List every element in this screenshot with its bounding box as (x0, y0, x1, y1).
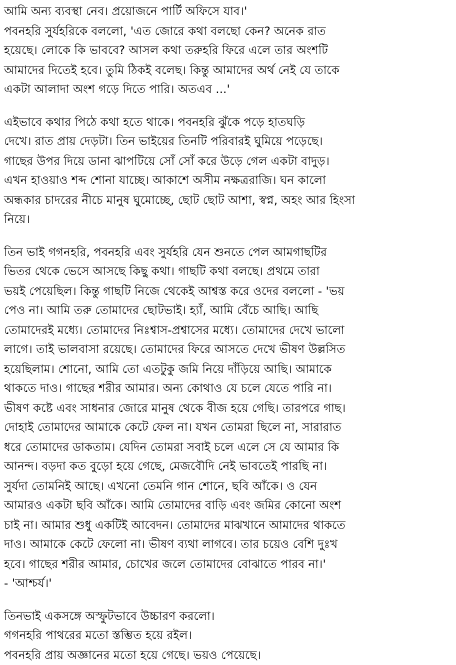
text-line: এখন হাওয়াও শব্দ শোনা যাচ্ছে। আকাশে অসীম নক্ষত্ররাজি। ঘন কালো (4, 171, 452, 191)
text-line: দেখে। রাত প্রায় দেড়টা। তিন ভাইয়ের তিনটি পরিবারই ঘুমিয়ে পড়েছে। (4, 132, 452, 152)
paragraph-3 (4, 243, 452, 594)
text-line: আনন্দ। বড়দা কত বুড়ো হয়ে গেছে, মেজবৌদি নেই ভাবতেই পারছি না। (4, 457, 452, 477)
text-line: এইভাবে কথার পিঠে কথা হতে থাকে। পবনহরি ঝুঁকে পড়ে হাতঘড়ি (4, 113, 452, 133)
paragraph-4 (4, 607, 452, 665)
text-line: হয়েছে। লোকে কি ভাববে? আসল কথা তরুহরি ফিরে এলে তার অংশটি (4, 41, 452, 61)
text-line: তিনভাই একসঙ্গে অস্ফুটভাবে উচ্চারণ করলো। (4, 607, 452, 627)
text-line: দোহাই তোমাদের আমাকে কেটে ফেল না। যখন তোমরা ছিলে না, সারারাত (4, 418, 452, 438)
text-line: আমাদের দিতেই হবে। তুমি ঠিকই বলেছ। কিন্তু আমাদের অর্থ নেই যে তাকে (4, 61, 452, 81)
text-line: হবে। গাছের শরীর আমার, চোখের জলে তোমাদের বোঝাতে পারব না।' (4, 555, 452, 575)
text-line: নিয়ে। (4, 210, 452, 230)
text-line: আমি অন্য ব্যবস্থা নেব। প্রয়োজনে পার্টি অফিসে যাব।' (4, 2, 452, 22)
paragraph-1 (4, 2, 452, 100)
text-line: দাও। আমাকে কেটে ফেলো না। ভীষণ ব্যথা লাগবে। তার চয়েও বেশি দুঃখ (4, 535, 452, 555)
text-line: সুর্যদা তোমনিই আছে। এখনো তেমনি গান শোনে, ছবি আঁকে। ও যেন (4, 477, 452, 497)
text-line: থাকতে দাও। গাছের শরীর আমার। অন্য কোথাও যে চলে যেতে পারি না। (4, 379, 452, 399)
text-line: ধরে তোমাদের ডাকতাম। যেদিন তোমরা সবাই চলে এলে সে যে আমার কি (4, 438, 452, 458)
text-line: একটা আলাদা অংশ গড়ে দিতে পারি। অতএব ...' (4, 80, 452, 100)
text-line: - 'আশ্চর্য।' (4, 574, 452, 594)
text-line: গগনহরি পাথরের মতো স্তম্ভিত হয়ে রইল। (4, 626, 452, 646)
text-line: গাছের উপর দিয়ে ডানা ঝাপটিয়ে সোঁ সোঁ করে উড়ে গেল একটা বাদুড়। (4, 152, 452, 172)
paragraph-2 (4, 113, 452, 230)
text-line: ভীষণ কষ্টে এবং সাধনার জোরে মানুষ থেকে বীজ হয়ে গেছি। তারপরে গাছ। (4, 399, 452, 419)
text-line: পেও না। আমি তরু তোমাদের ছোটভাই। হ্যাঁ, আমি বেঁচে আছি। আছি (4, 301, 452, 321)
text-line: আমারও একটা ছবি আঁকে। আমি তোমাদের বাড়ি এবং জমির কোনো অংশ (4, 496, 452, 516)
text-line: পবনহরি প্রায় অজ্ঞানের মতো হয়ে গেছে। ভয়ও পেয়েছে। (4, 646, 452, 665)
text-line: পবনহরি সুর্যহরিকে বললো, 'এত জোরে কথা বলছো কেন? অনেক রাত (4, 22, 452, 42)
text-line: ভয়ই পেয়েছিল। কিন্তু গাছটি নিজে থেকেই আশ্বস্ত করে ওদের বললো - 'ভয় (4, 282, 452, 302)
text-line: তোমাদেরই মধ্যে। তোমাদের নিঃশ্বাস-প্রশ্বাসের মধ্যে। তোমাদের দেখে ভালো (4, 321, 452, 341)
text-line: ভিতর থেকে ভেসে আসছে কিছু কথা। গাছটি কথা বলছে। প্রথমে তারা (4, 262, 452, 282)
text-line: চাই না। আমার শুধু একটিই আবেদন। তোমাদের মাঝখানে আমাদের থাকতে (4, 516, 452, 536)
text-line: লাগে। তাই ভালবাসা রয়েছে। তোমাদের ফিরে আসতে দেখে ভীষণ উল্লসিত (4, 340, 452, 360)
text-line: হয়েছিলাম। শোনো, আমি তো এতটুকু জমি নিয়ে দাঁড়িয়ে আছি। আমাকে (4, 360, 452, 380)
text-line: তিন ভাই গগনহরি, পবনহরি এবং সুর্যহরি যেন শুনতে পেল আমগাছটির (4, 243, 452, 263)
text-line: অন্ধকার চাদরের নীচে মানুষ ঘুমোচ্ছে, ছোট ছোট আশা, স্বপ্ন, অহং আর হিংসা (4, 191, 452, 211)
